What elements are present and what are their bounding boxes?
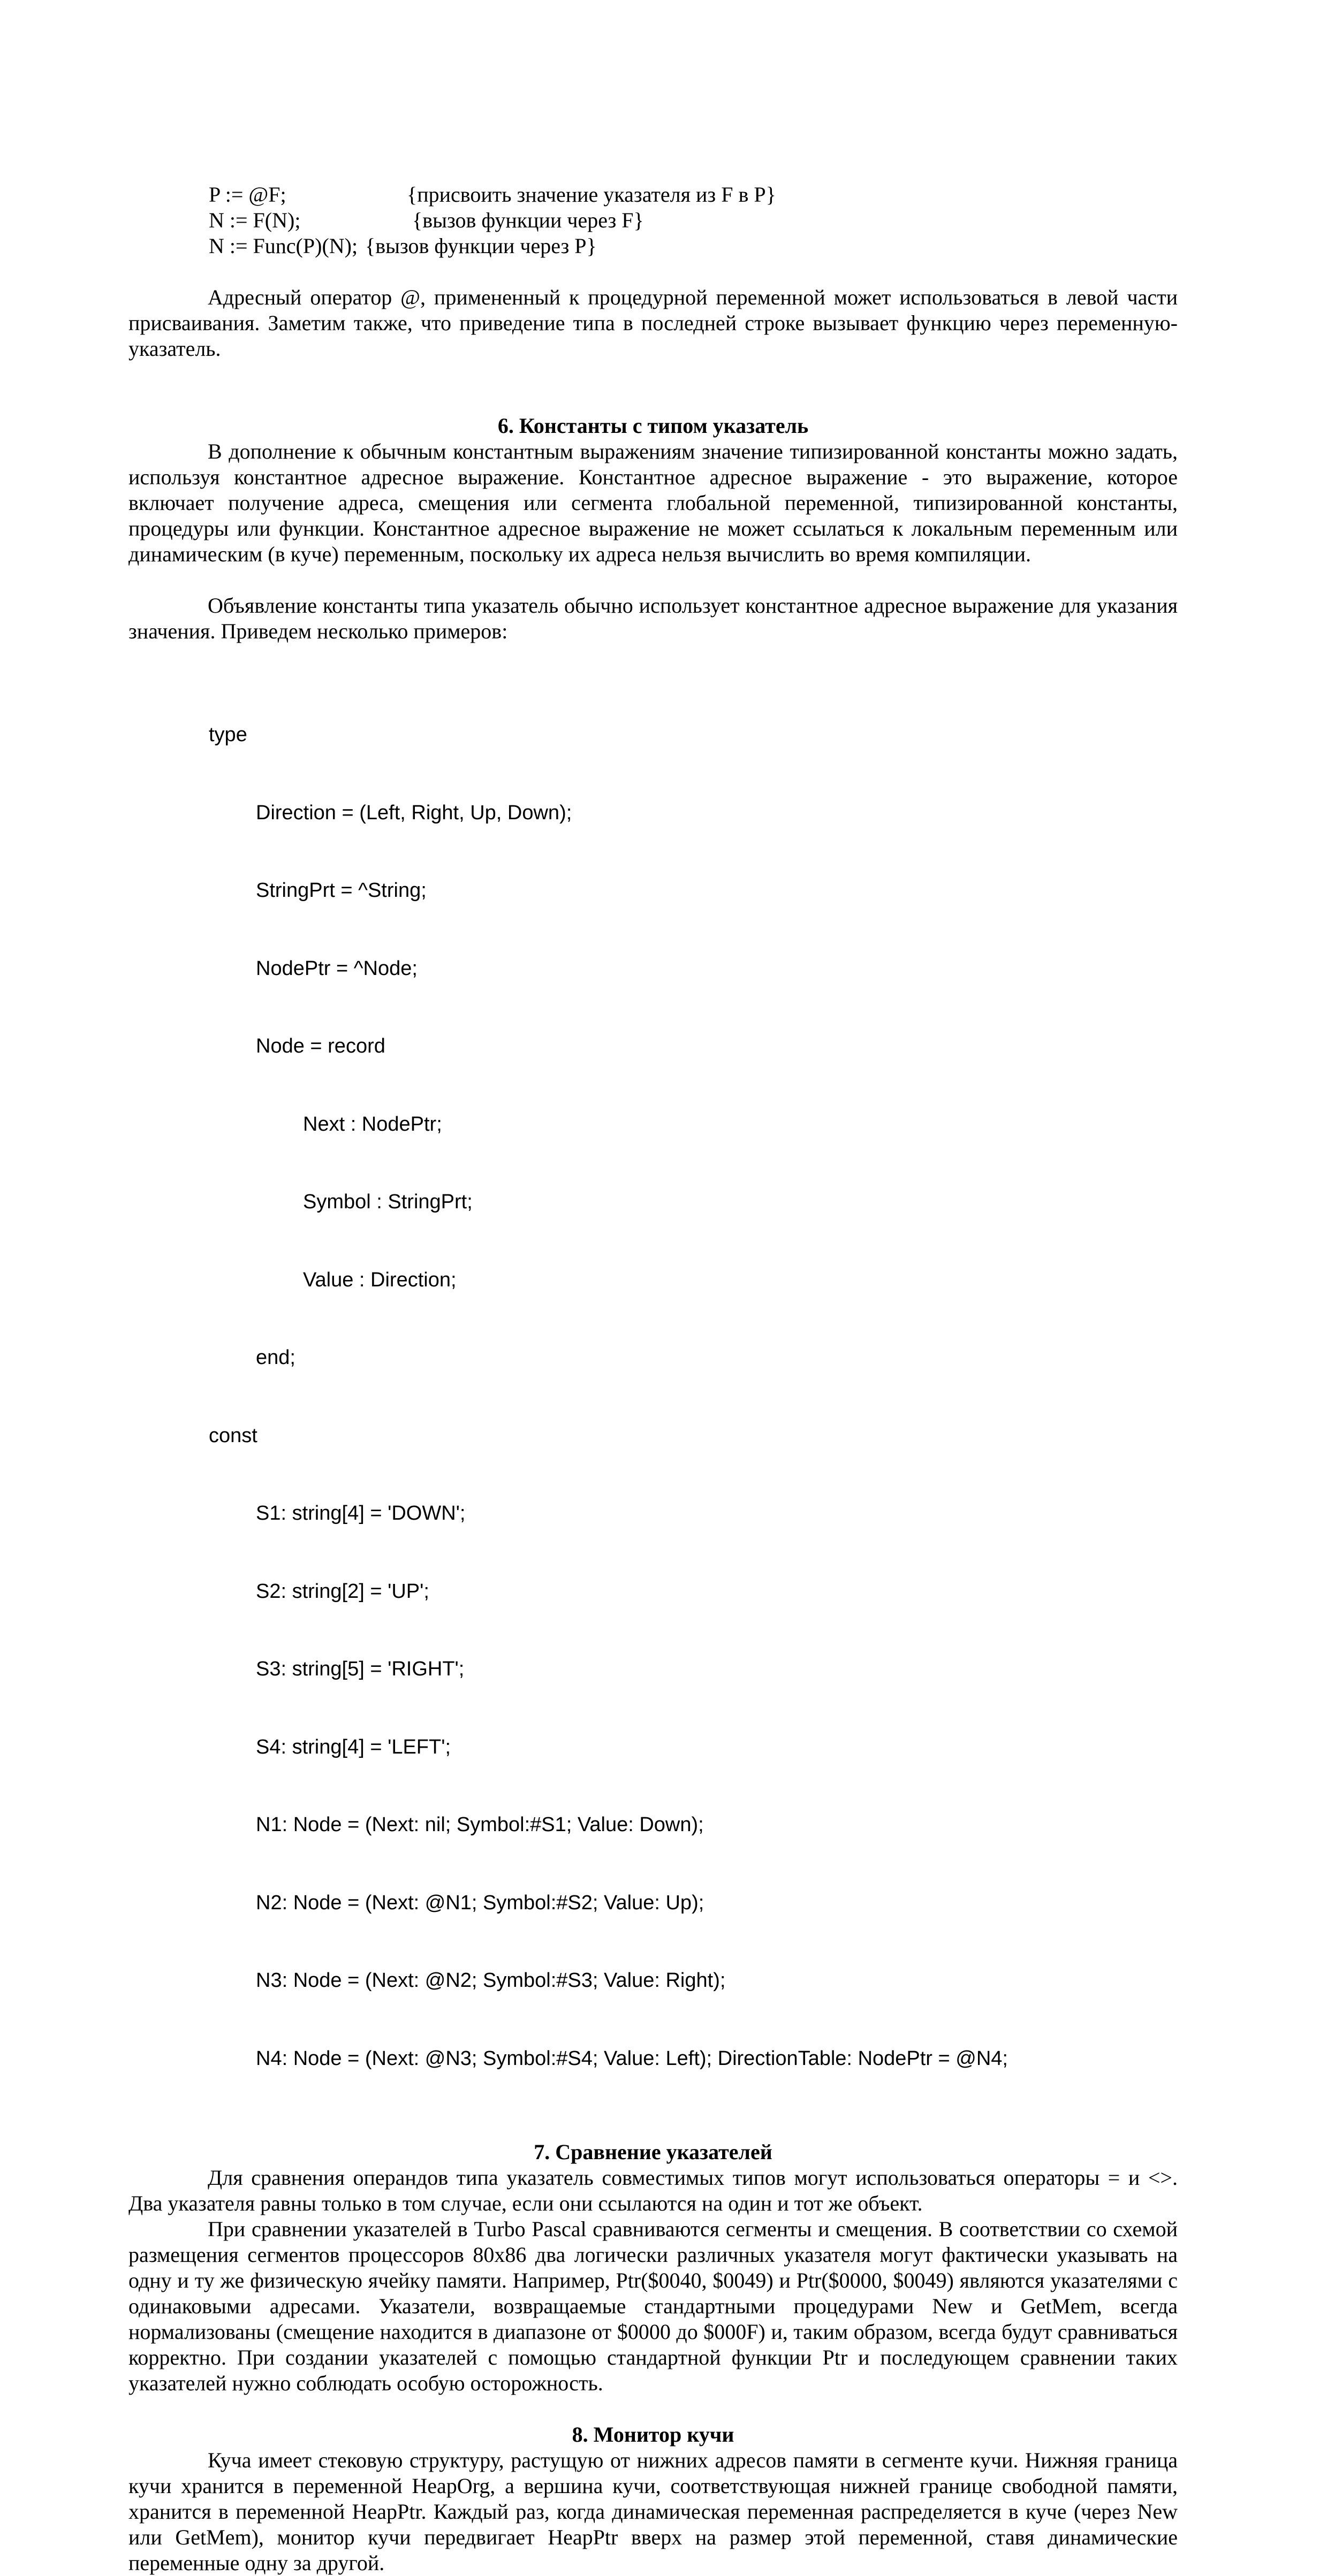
code-line: end; [256, 1346, 295, 1369]
code-line: const [209, 1424, 257, 1447]
section-7-paragraph-1: Для сравнения операндов типа указатель совместимых типов могут использоваться операторы = и <>. Два указателя равны только в том случае, если они ссылаются на один и тот же объект. [128, 2166, 1178, 2215]
code-snippet-calls [209, 182, 1178, 259]
code-line: Next : NodePtr; [303, 1112, 442, 1135]
code-line: S3: string[5] = 'RIGHT'; [256, 1658, 465, 1680]
code-line: S4: string[4] = 'LEFT'; [256, 1735, 451, 1758]
code-line: Value : Direction; [303, 1268, 457, 1291]
code-line: S2: string[2] = 'UP'; [256, 1580, 429, 1603]
section-8-heading: 8. Монитор кучи [572, 2422, 734, 2447]
code-line: N := Func(P)(N); {вызов функции через P} [209, 234, 597, 258]
paragraph-address-operator: Адресный оператор @, примененный к процедурной переменной может использоваться в левой части присваивания. Заметим также, что приведение типа в последней строке вызывает функцию через переменную-указатель. [128, 285, 1178, 361]
code-line: N3: Node = (Next: @N2; Symbol:#S3; Value: Right); [256, 1969, 726, 1992]
code-line: S1: string[4] = 'DOWN'; [256, 1502, 466, 1525]
code-line: type [209, 723, 247, 746]
code-line: Symbol : StringPrt; [303, 1191, 473, 1213]
section-7-paragraph-2: При сравнении указателей в Turbo Pascal сравниваются сегменты и смещения. В соответствии со схемой размещения сегментов процессоров 80x86 два логически различных указателя могут фактически указывать на одну и ту же физическую ячейку памяти. Например, Ptr($0040, $0049) и Ptr($0000, $0049) являются указателями с одинаковыми адресами. Указатели, возвращаемые стандартными процедурами New и GetMem, всегда нормализованы (смещение находится в диапазоне от $0000 до $000F) и, таким образом, всегда будут сравниваться корректно. При создании указателей с помощью стандартной функции Ptr и последующем сравнении таких указателей нужно соблюдать особую осторожность. [128, 2217, 1178, 2395]
section-6-paragraph-1: В дополнение к обычным константным выражениям значение типизированной константы можно задать, используя константное адресное выражение. Константное адресное выражение - это выражение, которое включает получение адреса, смещения или сегмента глобальной переменной, типизированной константы, процедуры или функции. Константное адресное выражение не может ссылаться к локальным переменным или динамическим (в куче) переменным, поскольку их адреса нельзя вычислить во время компиляции. [128, 439, 1178, 566]
code-line: N1: Node = (Next: nil; Symbol:#S1; Value: Down); [256, 1813, 704, 1836]
code-line: Direction = (Left, Right, Up, Down); [256, 801, 572, 824]
section-6-heading: 6. Константы с типом указатель [497, 414, 809, 438]
code-line: P := @F; {присвоить значение указателя из F в P} [209, 182, 776, 207]
section-8-paragraph-1: Куча имеет стековую структуру, растущую от нижних адресов памяти в сегменте кучи. Нижняя граница кучи хранится в переменной HeapOrg, а вершина кучи, соответствующая нижней границе свободной памяти, хранится в переменной HeapPtr. Каждый раз, когда динамическая переменная распределяется в куче (через New или GetMem), монитор кучи передвигает HeapPtr вверх на размер этой переменной, ставя динамические переменные одну за другой. [128, 2448, 1178, 2575]
section-7-heading: 7. Сравнение указателей [534, 2140, 772, 2164]
document-page [128, 182, 1178, 2576]
code-line: Node = record [256, 1035, 385, 1057]
code-line: N4: Node = (Next: @N3; Symbol:#S4; Value: Left); DirectionTable: NodePtr = @N4; [256, 2047, 1008, 2070]
section-6-paragraph-2: Объявление константы типа указатель обычно использует константное адресное выражение для указания значения. Приведем несколько примеров: [128, 593, 1178, 643]
code-line: N2: Node = (Next: @N1; Symbol:#S2; Value: Up); [256, 1891, 704, 1914]
code-example-block [209, 670, 1178, 2123]
code-line: N := F(N); {вызов функции через F} [209, 208, 644, 232]
code-line: NodePtr = ^Node; [256, 957, 418, 980]
code-line: StringPrt = ^String; [256, 879, 427, 902]
